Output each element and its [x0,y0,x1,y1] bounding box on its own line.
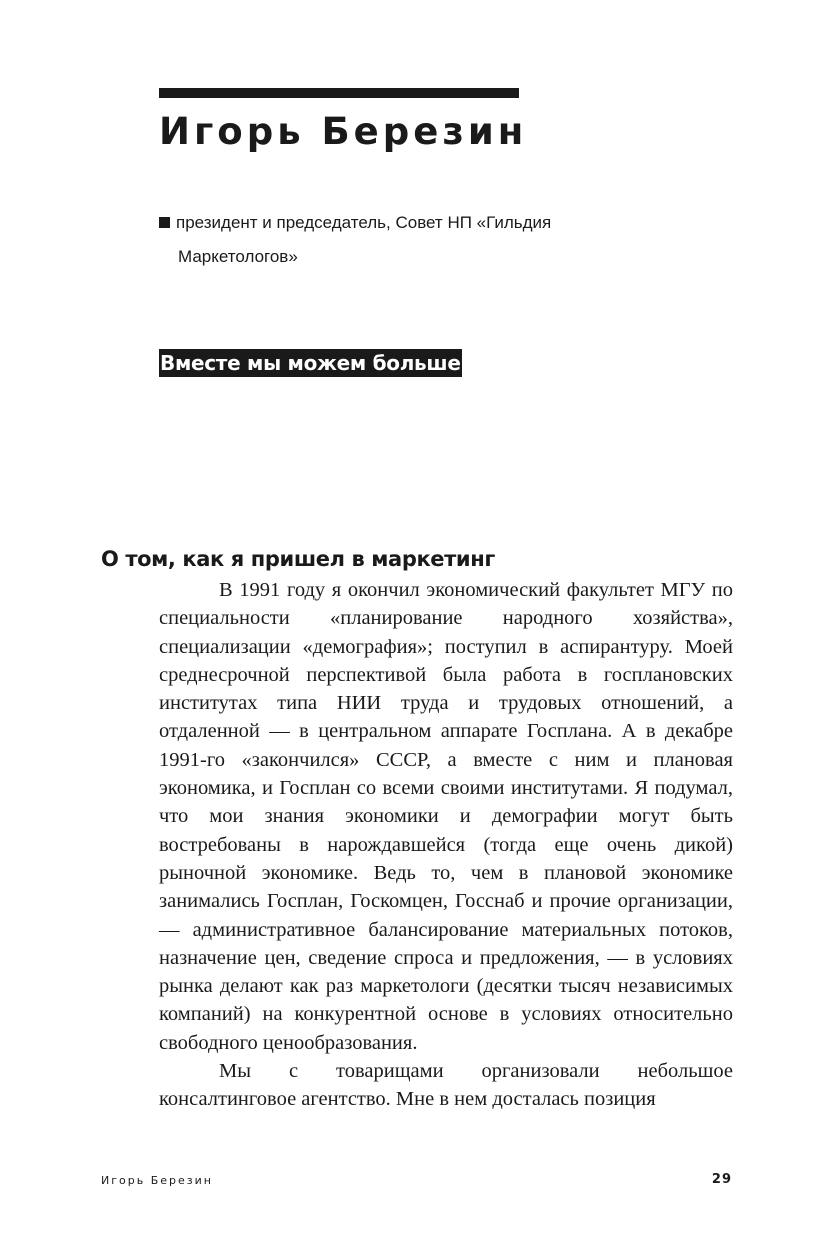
square-bullet-icon [159,217,170,228]
top-rule [159,88,519,98]
body-text [159,576,733,1114]
author-role-line-2: Маркетологов» [178,247,298,266]
paragraph: В 1991 году я окончил экономический факультет МГУ по специальности «планирование народного хозяйства», специализации «демография»; поступил в аспирантуру. Моей среднесрочной перспективой была работа в госплановских институтах типа НИИ труда и трудовых отношений, а отдаленной — в центральном аппарате Госплана. А в декабре 1991-го «закончился» СССР, а вместе с ним и плановая экономика, и Госплан со всеми своими институтами. Я подумал, что мои знания экономики и демографии могут быть востребованы в нарождавшейся (тогда еще очень дикой) рыночной экономике. Ведь то, чем в плановой экономике занимались Госплан, Госкомцен, Госснаб и прочие организации, — административное балансирование материальных потоков, назначение цен, сведение спроса и предложения, — в условиях рынка делают как раз маркетологи (десятки тысяч независимых компаний) на конкурентной основе в условиях относительно свободного ценообразования. [159,579,733,1054]
author-role-line-1: президент и председатель, Совет НП «Гильдия [176,213,552,232]
page-number: 29 [711,1172,732,1187]
paragraph: Мы с товарищами организовали небольшое консалтинговое агентство. Мне в нем досталась позиция [159,1060,733,1111]
running-head: Игорь Березин [101,1174,213,1187]
chapter-subtitle: Вместе мы можем больше [160,351,461,375]
author-role [159,206,629,274]
author-name: Игорь Березин [159,110,528,153]
section-heading: О том, как я пришел в маркетинг [101,547,495,571]
